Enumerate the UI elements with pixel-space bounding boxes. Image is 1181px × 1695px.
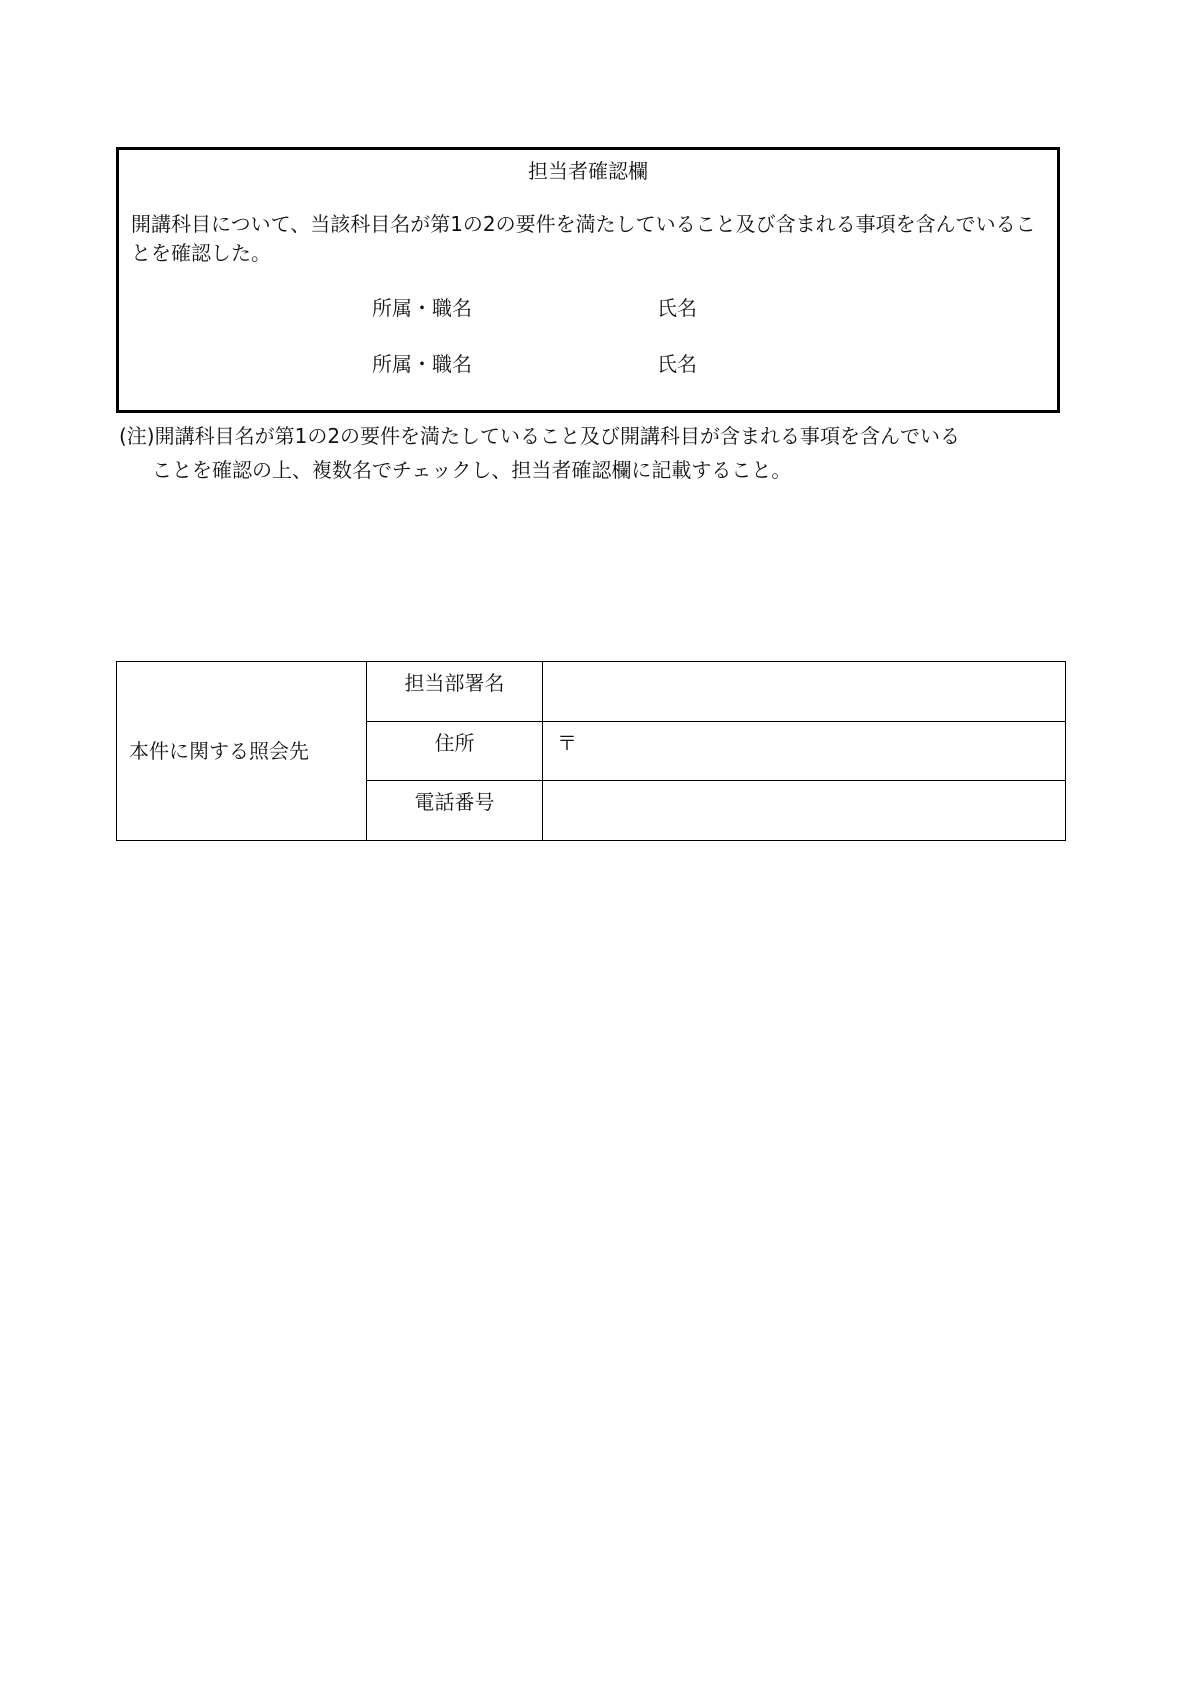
affiliation-label: 所属・職名	[372, 296, 472, 320]
confirmation-box	[116, 147, 1060, 413]
phone-label: 電話番号	[367, 781, 543, 841]
signature-row	[119, 294, 1057, 322]
note	[119, 419, 1069, 487]
department-label: 担当部署名	[367, 662, 543, 722]
confirmation-statement: 開講科目について、当該科目名が第1の2の要件を満たしていること及び含まれる事項を含んでいることを確認した。	[131, 212, 1036, 265]
phone-value	[543, 781, 1066, 841]
table-row	[117, 662, 1066, 722]
name-label: 氏名	[657, 296, 697, 320]
address-value: 〒	[543, 721, 1066, 781]
name-label: 氏名	[657, 352, 697, 376]
contact-table	[116, 661, 1066, 841]
department-value	[543, 662, 1066, 722]
confirmation-title: 担当者確認欄	[528, 159, 648, 183]
contact-label: 本件に関する照会先	[117, 662, 367, 841]
affiliation-label: 所属・職名	[372, 352, 472, 376]
note-line: ことを確認の上、複数名でチェックし、担当者確認欄に記載すること。	[152, 458, 792, 482]
note-line: (注)開講科目名が第1の2の要件を満たしていること及び開講科目が含まれる事項を含んでいる	[119, 424, 961, 448]
signature-row	[119, 350, 1057, 378]
address-label: 住所	[367, 721, 543, 781]
